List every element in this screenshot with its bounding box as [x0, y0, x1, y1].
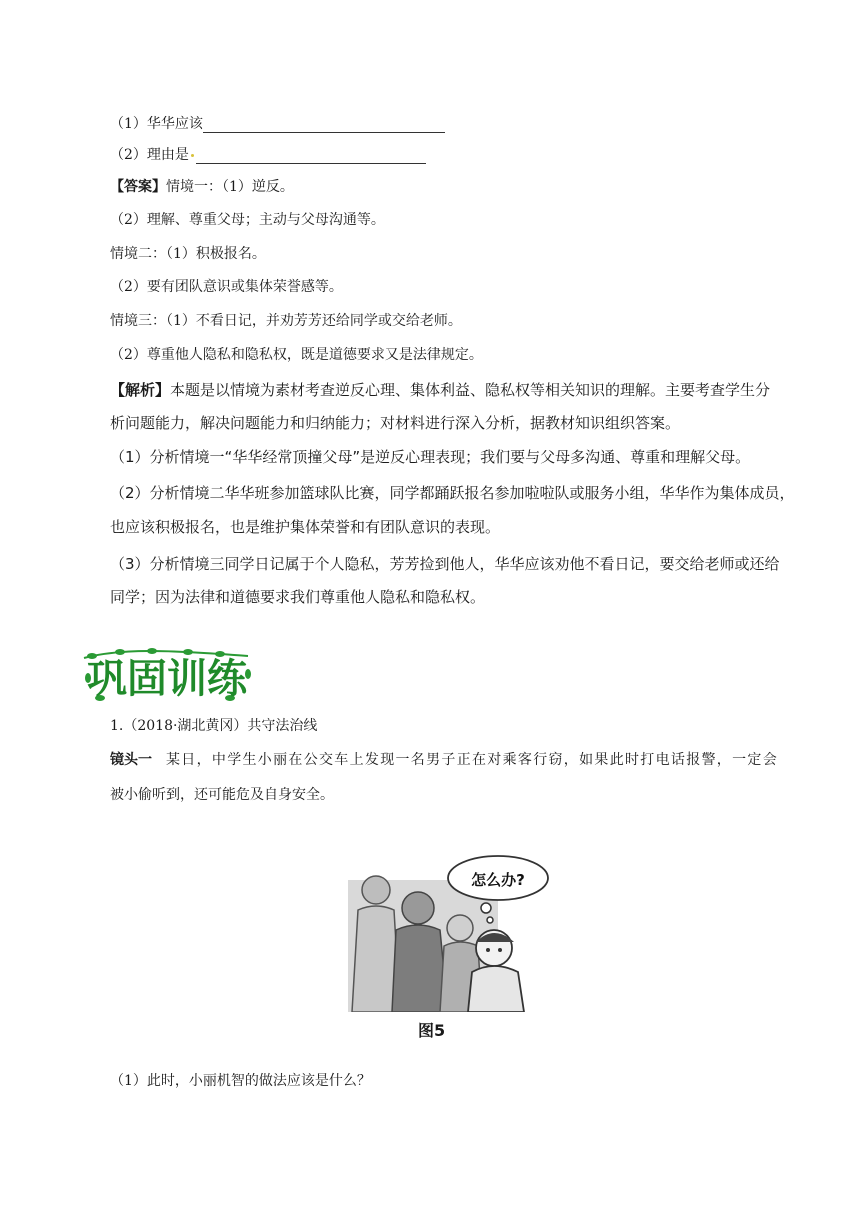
analysis-line-6: （3）分析情境三同学日记属于个人隐私，芳芳捡到他人，华华应该劝他不看日记，要交给老师或还给: [110, 555, 780, 573]
exercise-heading: 1.（2018·湖北黄冈）共守法治线: [110, 718, 318, 734]
figure-caption: 图5: [418, 1021, 446, 1040]
answer-line-3: 情境二：（1）积极报名。: [110, 246, 266, 262]
shot-line-2: 被小偷听到，还可能危及自身安全。: [110, 787, 334, 803]
thought-bubble-text: 怎么办?: [471, 871, 525, 889]
answer-scene1-part1: 情境一：（1）逆反。: [166, 179, 294, 195]
analysis-line-1: [110, 380, 770, 400]
answer-line-5: 情境三：（1）不看日记，并劝芳芳还给同学或交给老师。: [110, 313, 462, 329]
analysis-tag: 【解析】: [110, 381, 171, 399]
question-1-line: [110, 115, 445, 133]
exercise-question-1: （1）此时，小丽机智的做法应该是什么？: [110, 1073, 371, 1089]
analysis-line-7: 同学；因为法律和道德要求我们尊重他人隐私和隐私权。: [110, 588, 486, 606]
answer-blank-2[interactable]: [196, 149, 426, 164]
bus-scene-illustration: [348, 850, 558, 1012]
mark-dot-icon: [191, 154, 194, 157]
answer-line-6: （2）尊重他人隐私和隐私权，既是道德要求又是法律规定。: [110, 347, 483, 363]
analysis-line-3: （1）分析情境一“华华经常顶撞父母”是逆反心理表现；我们要与父母多沟通、尊重和理解父母。: [110, 448, 751, 466]
analysis-text-1: 本题是以情境为素材考查逆反心理、集体利益、隐私权等相关知识的理解。主要考查学生分: [170, 381, 771, 399]
question-1-prefix: （1）华华应该: [110, 116, 203, 132]
analysis-line-4: （2）分析情境二华华班参加篮球队比赛，同学都踊跃报名参加啦啦队或服务小组，华华作为集体成员，: [110, 484, 795, 502]
shot-label: 镜头一: [110, 752, 152, 768]
question-2-prefix: （2）理由是: [110, 147, 189, 163]
shot-text-1: 某日，中学生小丽在公交车上发现一名男子正在对乘客行窃，如果此时打电话报警，一定会: [166, 752, 778, 768]
answer-blank-1[interactable]: [203, 118, 445, 133]
answer-line-2: （2）理解、尊重父母；主动与父母沟通等。: [110, 212, 385, 228]
analysis-line-2: 析问题能力，解决问题能力和归纳能力；对材料进行深入分析，据教材知识组织答案。: [110, 414, 681, 432]
analysis-line-5: 也应该积极报名，也是维护集体荣誉和有团队意识的表现。: [110, 518, 501, 536]
answer-tag: 【答案】: [110, 179, 166, 195]
question-2-line: [110, 146, 426, 164]
section-title-logo: [80, 648, 255, 703]
shot-line-1: [110, 751, 778, 769]
section-title-text: 巩固训练: [87, 656, 247, 702]
answer-line-4: （2）要有团队意识或集体荣誉感等。: [110, 279, 343, 295]
answer-line-1: [110, 178, 294, 196]
